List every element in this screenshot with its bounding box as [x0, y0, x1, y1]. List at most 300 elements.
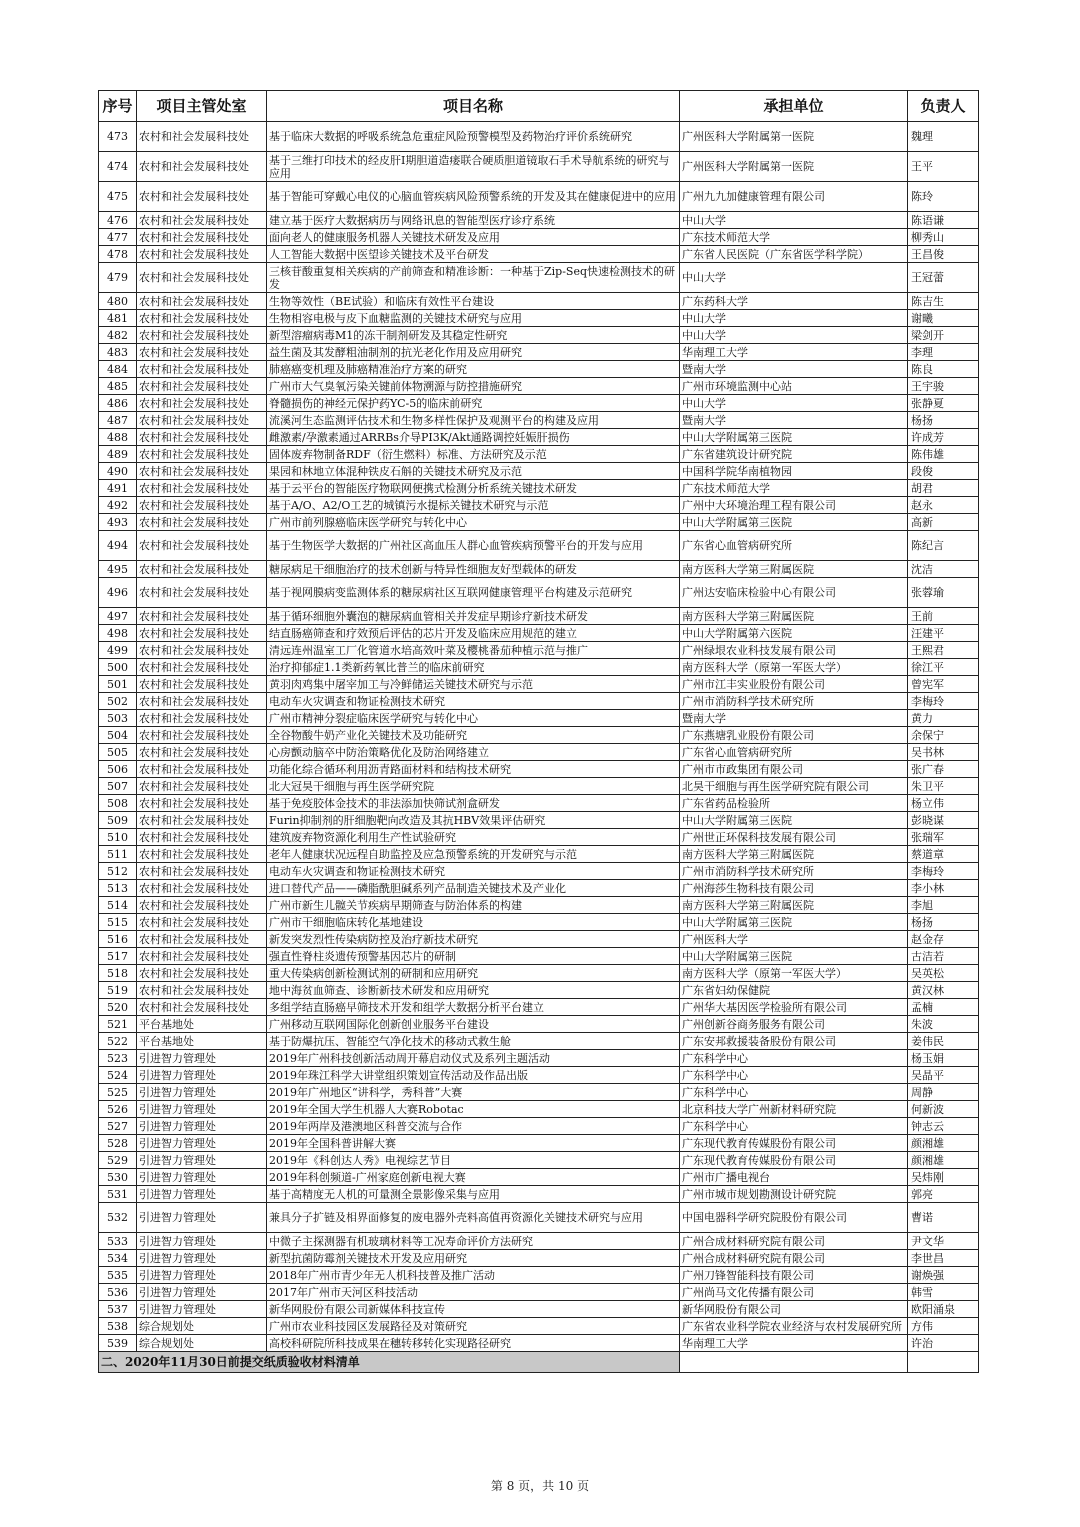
cell-leader: 蔡道章: [908, 846, 979, 863]
cell-leader: 黄力: [908, 710, 979, 727]
cell-seq: 510: [99, 829, 137, 846]
cell-unit: 新华网股份有限公司: [680, 1301, 908, 1318]
cell-seq: 499: [99, 642, 137, 659]
cell-seq: 525: [99, 1084, 137, 1101]
cell-unit: 中山大学: [680, 395, 908, 412]
cell-seq: 500: [99, 659, 137, 676]
table-row: [99, 378, 979, 395]
table-row: [99, 1250, 979, 1267]
cell-seq: 502: [99, 693, 137, 710]
cell-project-name: 基于高精度无人机的可量测全景影像采集与应用: [267, 1186, 680, 1203]
cell-project-name: 2019年珠江科学大讲堂组织策划宣传活动及作品出版: [267, 1067, 680, 1084]
cell-unit: 中山大学: [680, 212, 908, 229]
cell-seq: 513: [99, 880, 137, 897]
table-row: [99, 727, 979, 744]
cell-leader: 李理: [908, 344, 979, 361]
cell-seq: 512: [99, 863, 137, 880]
table-row: [99, 642, 979, 659]
cell-project-name: 生物等效性（BE试验）和临床有效性平台建设: [267, 293, 680, 310]
cell-seq: 514: [99, 897, 137, 914]
cell-leader: 李梅玲: [908, 863, 979, 880]
table-row: [99, 710, 979, 727]
cell-dept: 农村和社会发展科技处: [137, 578, 267, 608]
cell-leader: 许治: [908, 1335, 979, 1352]
cell-unit: 中山大学附属第六医院: [680, 625, 908, 642]
cell-dept: 引进智力管理处: [137, 1284, 267, 1301]
cell-leader: 朱卫平: [908, 778, 979, 795]
cell-unit: 广东现代教育传媒股份有限公司: [680, 1152, 908, 1169]
table-row: [99, 1203, 979, 1233]
cell-project-name: 固体废弃物制备RDF（衍生燃料）标准、方法研究及示范: [267, 446, 680, 463]
cell-unit: 广东安邦救援装备股份有限公司: [680, 1033, 908, 1050]
cell-unit: 广东省心血管病研究所: [680, 744, 908, 761]
cell-seq: 516: [99, 931, 137, 948]
cell-project-name: 进口替代产品——磷脂酰胆碱系列产品制造关键技术及产业化: [267, 880, 680, 897]
cell-dept: 农村和社会发展科技处: [137, 446, 267, 463]
table-row: [99, 965, 979, 982]
cell-leader: 杨扬: [908, 914, 979, 931]
table-row: [99, 514, 979, 531]
table-row: [99, 846, 979, 863]
table-row: [99, 1084, 979, 1101]
cell-dept: 农村和社会发展科技处: [137, 965, 267, 982]
table-row: [99, 1233, 979, 1250]
table-row: [99, 497, 979, 514]
cell-leader: 梁剑开: [908, 327, 979, 344]
cell-dept: 农村和社会发展科技处: [137, 846, 267, 863]
cell-dept: 农村和社会发展科技处: [137, 642, 267, 659]
cell-project-name: 流溪河生态监测评估技术和生物多样性保护及观测平台的构建及应用: [267, 412, 680, 429]
cell-seq: 528: [99, 1135, 137, 1152]
table-row: [99, 1016, 979, 1033]
cell-unit: 中山大学附属第三医院: [680, 812, 908, 829]
cell-dept: 农村和社会发展科技处: [137, 229, 267, 246]
cell-project-name: 重大传染病创新检测试剂的研制和应用研究: [267, 965, 680, 982]
cell-unit: 广州海莎生物科技有限公司: [680, 880, 908, 897]
cell-leader: 杨扬: [908, 412, 979, 429]
cell-seq: 479: [99, 263, 137, 293]
cell-dept: 农村和社会发展科技处: [137, 914, 267, 931]
page-footer: 第 8 页，共 10 页: [490, 1479, 590, 1493]
cell-seq: 515: [99, 914, 137, 931]
table-row: [99, 152, 979, 182]
table-row: [99, 310, 979, 327]
table-row: [99, 1169, 979, 1186]
cell-unit: 南方医科大学第三附属医院: [680, 608, 908, 625]
table-row: [99, 676, 979, 693]
section-heading: 二、2020年11月30日前提交纸质验收材料清单: [99, 1352, 680, 1373]
cell-dept: 农村和社会发展科技处: [137, 378, 267, 395]
cell-dept: 农村和社会发展科技处: [137, 263, 267, 293]
cell-leader: 陈伟雄: [908, 446, 979, 463]
cell-leader: 王平: [908, 152, 979, 182]
cell-leader: 段俊: [908, 463, 979, 480]
table-row: [99, 327, 979, 344]
cell-seq: 505: [99, 744, 137, 761]
cell-unit: 暨南大学: [680, 412, 908, 429]
cell-project-name: 糖尿病足干细胞治疗的技术创新与特异性细胞友好型载体的研发: [267, 561, 680, 578]
table-row: [99, 1267, 979, 1284]
cell-project-name: 基于云平台的智能医疗物联网便携式检测分析系统关键技术研发: [267, 480, 680, 497]
cell-project-name: Furin抑制剂的肝细胞靶向改造及其抗HBV效果评估研究: [267, 812, 680, 829]
cell-seq: 533: [99, 1233, 137, 1250]
table-row: [99, 693, 979, 710]
cell-seq: 522: [99, 1033, 137, 1050]
cell-unit: 南方医科大学（原第一军医大学）: [680, 965, 908, 982]
cell-project-name: 2018年广州市青少年无人机科技普及推广活动: [267, 1267, 680, 1284]
table-row: [99, 1135, 979, 1152]
table-row: [99, 561, 979, 578]
cell-unit: 广州达安临床检验中心有限公司: [680, 578, 908, 608]
cell-dept: 农村和社会发展科技处: [137, 710, 267, 727]
cell-unit: 中山大学附属第三医院: [680, 429, 908, 446]
cell-leader: 杨立伟: [908, 795, 979, 812]
table-row: [99, 863, 979, 880]
cell-leader: 黄汉林: [908, 982, 979, 999]
table-row: [99, 122, 979, 152]
cell-seq: 531: [99, 1186, 137, 1203]
cell-seq: 491: [99, 480, 137, 497]
cell-leader: 谢焕强: [908, 1267, 979, 1284]
cell-project-name: 2019年广州地区“讲科学，秀科普”大赛: [267, 1084, 680, 1101]
cell-project-name: 2017年广州市天河区科技活动: [267, 1284, 680, 1301]
cell-unit: 广东省建筑设计研究院: [680, 446, 908, 463]
cell-dept: 农村和社会发展科技处: [137, 693, 267, 710]
cell-seq: 538: [99, 1318, 137, 1335]
cell-seq: 508: [99, 795, 137, 812]
table-row: [99, 982, 979, 999]
cell-leader: 杨玉娟: [908, 1050, 979, 1067]
cell-seq: 527: [99, 1118, 137, 1135]
cell-project-name: 2019年广州科技创新活动周开幕启动仪式及系列主题活动: [267, 1050, 680, 1067]
cell-project-name: 面向老人的健康服务机器人关键技术研发及应用: [267, 229, 680, 246]
cell-seq: 495: [99, 561, 137, 578]
cell-dept: 农村和社会发展科技处: [137, 625, 267, 642]
cell-project-name: 广州市农业科技园区发展路径及对策研究: [267, 1318, 680, 1335]
cell-project-name: 兼具分子扩链及相界面修复的废电器外壳料高值再资源化关键技术研究与应用: [267, 1203, 680, 1233]
cell-seq: 537: [99, 1301, 137, 1318]
cell-seq: 494: [99, 531, 137, 561]
cell-unit: 广东药科大学: [680, 293, 908, 310]
cell-dept: 农村和社会发展科技处: [137, 463, 267, 480]
cell-dept: 农村和社会发展科技处: [137, 395, 267, 412]
cell-leader: 何新波: [908, 1101, 979, 1118]
cell-dept: 农村和社会发展科技处: [137, 897, 267, 914]
cell-project-name: 2019年《科创达人秀》电视综艺节目: [267, 1152, 680, 1169]
cell-project-name: 果园和林地立体混种铁皮石斛的关键技术研究及示范: [267, 463, 680, 480]
cell-project-name: 新型抗菌防霉剂关键技术开发及应用研究: [267, 1250, 680, 1267]
cell-dept: 农村和社会发展科技处: [137, 931, 267, 948]
cell-project-name: 广州市精神分裂症临床医学研究与转化中心: [267, 710, 680, 727]
cell-leader: 陈良: [908, 361, 979, 378]
cell-unit: 南方医科大学（原第一军医大学）: [680, 659, 908, 676]
cell-seq: 517: [99, 948, 137, 965]
table-row: [99, 914, 979, 931]
cell-unit: 中山大学: [680, 310, 908, 327]
cell-project-name: 功能化综合循环利用沥青路面材料和结构技术研究: [267, 761, 680, 778]
table-row: [99, 659, 979, 676]
cell-unit: 广州合成材料研究院有限公司: [680, 1233, 908, 1250]
table-row: [99, 1284, 979, 1301]
cell-seq: 529: [99, 1152, 137, 1169]
cell-unit: 广州合成材料研究院有限公司: [680, 1250, 908, 1267]
cell-unit: 南方医科大学第三附属医院: [680, 846, 908, 863]
cell-seq: 535: [99, 1267, 137, 1284]
cell-leader: 赵永: [908, 497, 979, 514]
table-row: [99, 931, 979, 948]
cell-unit: 广东省人民医院（广东省医学科学院）: [680, 246, 908, 263]
cell-project-name: 基于视网膜病变监测体系的糖尿病社区互联网健康管理平台构建及示范研究: [267, 578, 680, 608]
cell-leader: 张广春: [908, 761, 979, 778]
table-row: [99, 625, 979, 642]
cell-dept: 农村和社会发展科技处: [137, 122, 267, 152]
cell-leader: 许成芳: [908, 429, 979, 446]
section-heading-row: [99, 1352, 979, 1373]
cell-seq: 498: [99, 625, 137, 642]
cell-unit: 南方医科大学第三附属医院: [680, 561, 908, 578]
cell-dept: 农村和社会发展科技处: [137, 293, 267, 310]
cell-unit: 北昊干细胞与再生医学研究院有限公司: [680, 778, 908, 795]
cell-seq: 475: [99, 182, 137, 212]
cell-project-name: 清远连州温室工厂化管道水培高效叶菜及樱桃番茄种植示范与推广: [267, 642, 680, 659]
cell-dept: 引进智力管理处: [137, 1067, 267, 1084]
cell-dept: 农村和社会发展科技处: [137, 182, 267, 212]
table-row: [99, 212, 979, 229]
cell-project-name: 多组学结直肠癌早筛技术开发和组学大数据分析平台建立: [267, 999, 680, 1016]
cell-seq: 501: [99, 676, 137, 693]
cell-project-name: 脊髓损伤的神经元保护药YC-5的临床前研究: [267, 395, 680, 412]
cell-project-name: 2019年科创频道-广州家庭创新电视大赛: [267, 1169, 680, 1186]
table-row: [99, 246, 979, 263]
cell-seq: 506: [99, 761, 137, 778]
cell-leader: 曾宪军: [908, 676, 979, 693]
cell-leader: 王冠蕾: [908, 263, 979, 293]
cell-dept: 平台基地处: [137, 1016, 267, 1033]
header-seq: 序号: [99, 91, 137, 122]
cell-unit: 广州尚马文化传播有限公司: [680, 1284, 908, 1301]
cell-unit: 广东技术师范大学: [680, 480, 908, 497]
cell-project-name: 电动车火灾调查和物证检测技术研究: [267, 863, 680, 880]
cell-leader: 余保宁: [908, 727, 979, 744]
cell-seq: 524: [99, 1067, 137, 1084]
cell-seq: 539: [99, 1335, 137, 1352]
cell-unit: 广东科学中心: [680, 1118, 908, 1135]
table-row: [99, 1152, 979, 1169]
cell-leader: 钟志云: [908, 1118, 979, 1135]
cell-project-name: 基于三维打印技术的经皮肝Ⅰ期胆道造瘘联合硬质胆道镜取石手术导航系统的研究与应用: [267, 152, 680, 182]
cell-project-name: 全谷物酸牛奶产业化关键技术及功能研究: [267, 727, 680, 744]
cell-dept: 农村和社会发展科技处: [137, 429, 267, 446]
cell-project-name: 地中海贫血筛查、诊断新技术研发和应用研究: [267, 982, 680, 999]
cell-project-name: 新型溶瘤病毒M1的冻干制剂研发及其稳定性研究: [267, 327, 680, 344]
cell-project-name: 广州市大气臭氧污染关键前体物溯源与防控措施研究: [267, 378, 680, 395]
cell-dept: 引进智力管理处: [137, 1250, 267, 1267]
cell-dept: 农村和社会发展科技处: [137, 880, 267, 897]
cell-leader: 颜湘雄: [908, 1152, 979, 1169]
table-row: [99, 578, 979, 608]
cell-unit: 中山大学附属第三医院: [680, 914, 908, 931]
cell-leader: 方伟: [908, 1318, 979, 1335]
cell-dept: 农村和社会发展科技处: [137, 795, 267, 812]
cell-seq: 519: [99, 982, 137, 999]
table-row: [99, 1318, 979, 1335]
cell-dept: 平台基地处: [137, 1033, 267, 1050]
cell-project-name: 三核苷酸重复相关疾病的产前筛查和精准诊断：一种基于Zip-Seq快速检测技术的研发: [267, 263, 680, 293]
table-row: [99, 395, 979, 412]
table-row: [99, 761, 979, 778]
cell-seq: 493: [99, 514, 137, 531]
cell-seq: 488: [99, 429, 137, 446]
table-row: [99, 1301, 979, 1318]
cell-seq: 489: [99, 446, 137, 463]
cell-project-name: 2019年全国大学生机器人大赛Robotac: [267, 1101, 680, 1118]
table-row: [99, 829, 979, 846]
cell-seq: 474: [99, 152, 137, 182]
table-row: [99, 948, 979, 965]
cell-leader: 陈玲: [908, 182, 979, 212]
cell-dept: 综合规划处: [137, 1318, 267, 1335]
cell-dept: 农村和社会发展科技处: [137, 480, 267, 497]
header-unit: 承担单位: [680, 91, 908, 122]
cell-unit: 广东科学中心: [680, 1050, 908, 1067]
cell-seq: 520: [99, 999, 137, 1016]
table-row: [99, 182, 979, 212]
cell-seq: 486: [99, 395, 137, 412]
cell-leader: 张瑞军: [908, 829, 979, 846]
table-row: [99, 1118, 979, 1135]
cell-project-name: 北大冠昊干细胞与再生医学研究院: [267, 778, 680, 795]
cell-unit: 华南理工大学: [680, 1335, 908, 1352]
cell-dept: 农村和社会发展科技处: [137, 608, 267, 625]
table-row: [99, 1335, 979, 1352]
cell-unit: 广东省妇幼保健院: [680, 982, 908, 999]
cell-seq: 485: [99, 378, 137, 395]
cell-project-name: 建立基于医疗大数据病历与网络讯息的智能型医疗诊疗系统: [267, 212, 680, 229]
cell-leader: 王昌俊: [908, 246, 979, 263]
cell-dept: 农村和社会发展科技处: [137, 812, 267, 829]
cell-leader: 柳秀山: [908, 229, 979, 246]
cell-project-name: 益生菌及其发酵粗油制剂的抗光老化作用及应用研究: [267, 344, 680, 361]
cell-unit: 广东现代教育传媒股份有限公司: [680, 1135, 908, 1152]
cell-unit: 广东省心血管病研究所: [680, 531, 908, 561]
table-row: [99, 263, 979, 293]
cell-unit: 广州中大环境治理工程有限公司: [680, 497, 908, 514]
cell-leader: 王前: [908, 608, 979, 625]
cell-seq: 483: [99, 344, 137, 361]
table-row: [99, 1033, 979, 1050]
cell-dept: 引进智力管理处: [137, 1169, 267, 1186]
cell-seq: 487: [99, 412, 137, 429]
cell-leader: 颜湘雄: [908, 1135, 979, 1152]
cell-project-name: 中微子主探测器有机玻璃材料等工况寿命评价方法研究: [267, 1233, 680, 1250]
section-blank-cell: [680, 1352, 908, 1373]
cell-dept: 引进智力管理处: [137, 1050, 267, 1067]
cell-unit: 暨南大学: [680, 710, 908, 727]
table-row: [99, 1067, 979, 1084]
header-leader: 负责人: [908, 91, 979, 122]
cell-leader: 韩雪: [908, 1284, 979, 1301]
cell-dept: 农村和社会发展科技处: [137, 152, 267, 182]
table-row: [99, 463, 979, 480]
cell-unit: 广州九九加健康管理有限公司: [680, 182, 908, 212]
cell-leader: 吴英松: [908, 965, 979, 982]
cell-project-name: 黄羽肉鸡集中屠宰加工与冷鲜储运关键技术研究与示范: [267, 676, 680, 693]
cell-leader: 李梅玲: [908, 693, 979, 710]
cell-dept: 引进智力管理处: [137, 1084, 267, 1101]
cell-project-name: 广州市干细胞临床转化基地建设: [267, 914, 680, 931]
table-row: [99, 446, 979, 463]
cell-leader: 孟楠: [908, 999, 979, 1016]
table-row: [99, 812, 979, 829]
cell-leader: 高新: [908, 514, 979, 531]
cell-seq: 481: [99, 310, 137, 327]
table-body: [99, 122, 979, 1373]
cell-seq: 490: [99, 463, 137, 480]
cell-seq: 536: [99, 1284, 137, 1301]
cell-dept: 农村和社会发展科技处: [137, 778, 267, 795]
cell-project-name: 新发突发烈性传染病防控及治疗新技术研究: [267, 931, 680, 948]
cell-leader: 朱波: [908, 1016, 979, 1033]
cell-unit: 广州世正环保科技发展有限公司: [680, 829, 908, 846]
cell-unit: 广东技术师范大学: [680, 229, 908, 246]
cell-dept: 农村和社会发展科技处: [137, 863, 267, 880]
cell-unit: 广东科学中心: [680, 1067, 908, 1084]
cell-project-name: 基于防爆抗压、智能空气净化技术的移动式救生舱: [267, 1033, 680, 1050]
cell-dept: 农村和社会发展科技处: [137, 982, 267, 999]
cell-leader: 吴书林: [908, 744, 979, 761]
cell-leader: 胡君: [908, 480, 979, 497]
cell-leader: 陈吉生: [908, 293, 979, 310]
cell-leader: 王宇骏: [908, 378, 979, 395]
cell-leader: 沈洁: [908, 561, 979, 578]
cell-unit: 广州华大基因医学检验所有限公司: [680, 999, 908, 1016]
cell-seq: 526: [99, 1101, 137, 1118]
cell-unit: 广州医科大学附属第一医院: [680, 152, 908, 182]
cell-unit: 中山大学附属第三医院: [680, 514, 908, 531]
cell-dept: 农村和社会发展科技处: [137, 659, 267, 676]
cell-unit: 广州市江丰实业股份有限公司: [680, 676, 908, 693]
project-list-table: [98, 90, 979, 1373]
cell-project-name: 基于循环细胞外囊泡的糖尿病血管相关并发症早期诊疗新技术研发: [267, 608, 680, 625]
table-row: [99, 897, 979, 914]
cell-leader: 周静: [908, 1084, 979, 1101]
cell-leader: 陈纪言: [908, 531, 979, 561]
cell-dept: 农村和社会发展科技处: [137, 246, 267, 263]
cell-project-name: 广州移动互联网国际化创新创业服务平台建设: [267, 1016, 680, 1033]
cell-seq: 478: [99, 246, 137, 263]
cell-seq: 532: [99, 1203, 137, 1233]
cell-dept: 农村和社会发展科技处: [137, 727, 267, 744]
cell-unit: 广州市城市规划勘测设计研究院: [680, 1186, 908, 1203]
cell-seq: 482: [99, 327, 137, 344]
cell-dept: 引进智力管理处: [137, 1118, 267, 1135]
cell-project-name: 基于生物医学大数据的广州社区高血压人群心血管疾病预警平台的开发与应用: [267, 531, 680, 561]
cell-leader: 曹诺: [908, 1203, 979, 1233]
table-row: [99, 531, 979, 561]
cell-seq: 504: [99, 727, 137, 744]
cell-project-name: 结直肠癌筛查和疗效预后评估的芯片开发及临床应用规范的建立: [267, 625, 680, 642]
cell-project-name: 建筑废弃物资源化利用生产性试验研究: [267, 829, 680, 846]
cell-project-name: 2019年全国科普讲解大赛: [267, 1135, 680, 1152]
cell-dept: 农村和社会发展科技处: [137, 412, 267, 429]
cell-unit: 广州刀锋智能科技有限公司: [680, 1267, 908, 1284]
table-row: [99, 744, 979, 761]
cell-project-name: 高校科研院所科技成果在穗转移转化实现路径研究: [267, 1335, 680, 1352]
table-row: [99, 999, 979, 1016]
cell-dept: 农村和社会发展科技处: [137, 344, 267, 361]
cell-project-name: 基于免疫胶体金技术的非法添加快筛试剂盒研发: [267, 795, 680, 812]
cell-leader: 徐江平: [908, 659, 979, 676]
